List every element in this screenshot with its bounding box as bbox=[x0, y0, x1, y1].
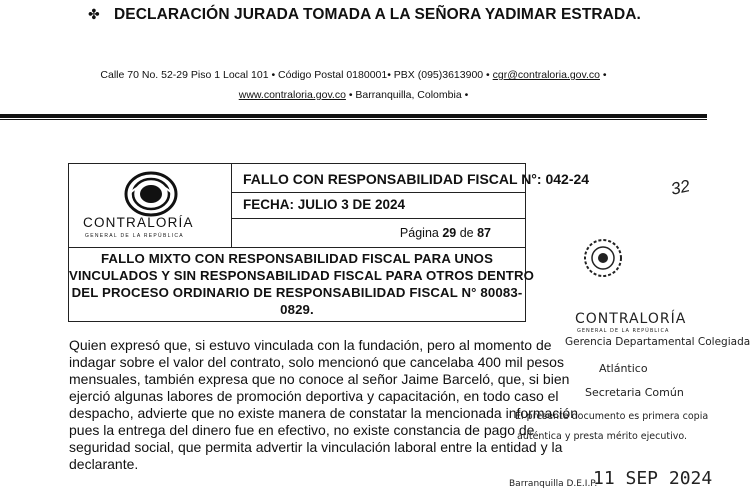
page-current: 29 bbox=[442, 226, 457, 240]
page-counter bbox=[232, 219, 525, 247]
body-line: Quien expresó que, si estuvo vinculada con la fundación, pero al momento de bbox=[69, 337, 552, 353]
body-line: indagar sobre el valor del contrato, solo mencionó que cancelaba 400 mil pesos bbox=[69, 354, 564, 370]
body-line: despacho, advierte que no existe manera de constatar la mencionada información bbox=[69, 405, 578, 421]
stamp-line-5: auténtica y presta mérito ejecutivo. bbox=[517, 431, 688, 442]
fallo-title-box bbox=[69, 247, 535, 321]
page-prefix: Página bbox=[399, 226, 443, 240]
page-of: de bbox=[456, 226, 478, 240]
body-paragraph bbox=[69, 337, 639, 473]
stamp-line-1: Gerencia Departamental Colegiada bbox=[565, 336, 750, 348]
section-heading bbox=[88, 6, 688, 24]
contact-line-1 bbox=[0, 69, 707, 81]
logo-name: CONTRALORÍA bbox=[83, 215, 194, 230]
contraloria-logo-icon bbox=[123, 168, 179, 222]
heading-text: DECLARACIÓN JURADA TOMADA A LA SEÑORA YADIMAR ESTRADA. bbox=[114, 6, 641, 23]
fallo-number: FALLO CON RESPONSABILIDAD FISCAL N°: 042-24 bbox=[232, 164, 525, 193]
body-line: seguridad social, que permita advertir la vinculación laboral entre la entidad y la bbox=[69, 439, 563, 455]
fallo-title-line-4: 0829. bbox=[280, 302, 314, 317]
page-divider-thick bbox=[0, 114, 707, 118]
stamp-org: CONTRALORÍA bbox=[575, 311, 687, 327]
stamp-line-2: Atlántico bbox=[599, 362, 648, 375]
contact-address: Calle 70 No. 52-29 Piso 1 Local 101 • Código Postal 0180001• PBX (095)3613900 • bbox=[100, 69, 493, 81]
body-line: declarante. bbox=[69, 456, 139, 472]
logo-cell bbox=[69, 164, 232, 247]
stamp-seal-icon bbox=[577, 236, 629, 280]
page-total: 87 bbox=[477, 226, 491, 240]
contact-line-1-end: • bbox=[599, 69, 607, 81]
fallo-date: FECHA: JULIO 3 DE 2024 bbox=[232, 193, 525, 219]
handwritten-folio-number: 32 bbox=[669, 176, 692, 199]
stamp-line-3: Secretaria Común bbox=[585, 386, 684, 399]
fallo-title-line-3: DEL PROCESO ORDINARIO DE RESPONSABILIDAD FISCAL N° 80083- bbox=[71, 285, 523, 300]
body-line: mensuales, también expresa que no conoce al señor Jaime Barceló, que, si bien bbox=[69, 371, 570, 387]
stamp-org-sub: GENERAL DE LA REPÚBLICA bbox=[577, 328, 670, 334]
fallo-title-line-1: FALLO MIXTO CON RESPONSABILIDAD FISCAL PARA UNOS bbox=[100, 251, 494, 266]
contact-email-link[interactable]: cgr@contraloria.gov.co bbox=[492, 69, 600, 81]
contact-city: • Barranquilla, Colombia • bbox=[345, 89, 469, 101]
body-line: ejerció algunas labores de promoción deportiva y capacitación, en todo caso el bbox=[69, 388, 559, 404]
body-line: pues la entrega del dinero fue en efectivo, no existe constancia de pago de bbox=[69, 422, 535, 438]
page-divider-thin bbox=[0, 119, 707, 120]
contact-line-2 bbox=[0, 89, 707, 101]
document-header-table bbox=[68, 163, 590, 322]
stamp-line-4: El presente documento es primera copia bbox=[515, 411, 709, 422]
logo-subtitle: GENERAL DE LA REPÚBLICA bbox=[85, 233, 184, 239]
contact-web-link[interactable]: www.contraloria.gov.co bbox=[238, 89, 346, 101]
stamp-city: Barranquilla D.E.I.P. bbox=[509, 479, 598, 489]
stamp-date: 11 SEP 2024 bbox=[593, 468, 713, 489]
fallo-title-line-2: VINCULADOS Y SIN RESPONSABILIDAD FISCAL PARA OTROS DENTRO bbox=[69, 268, 535, 283]
heading-bullet-icon: ✤ bbox=[88, 6, 100, 22]
